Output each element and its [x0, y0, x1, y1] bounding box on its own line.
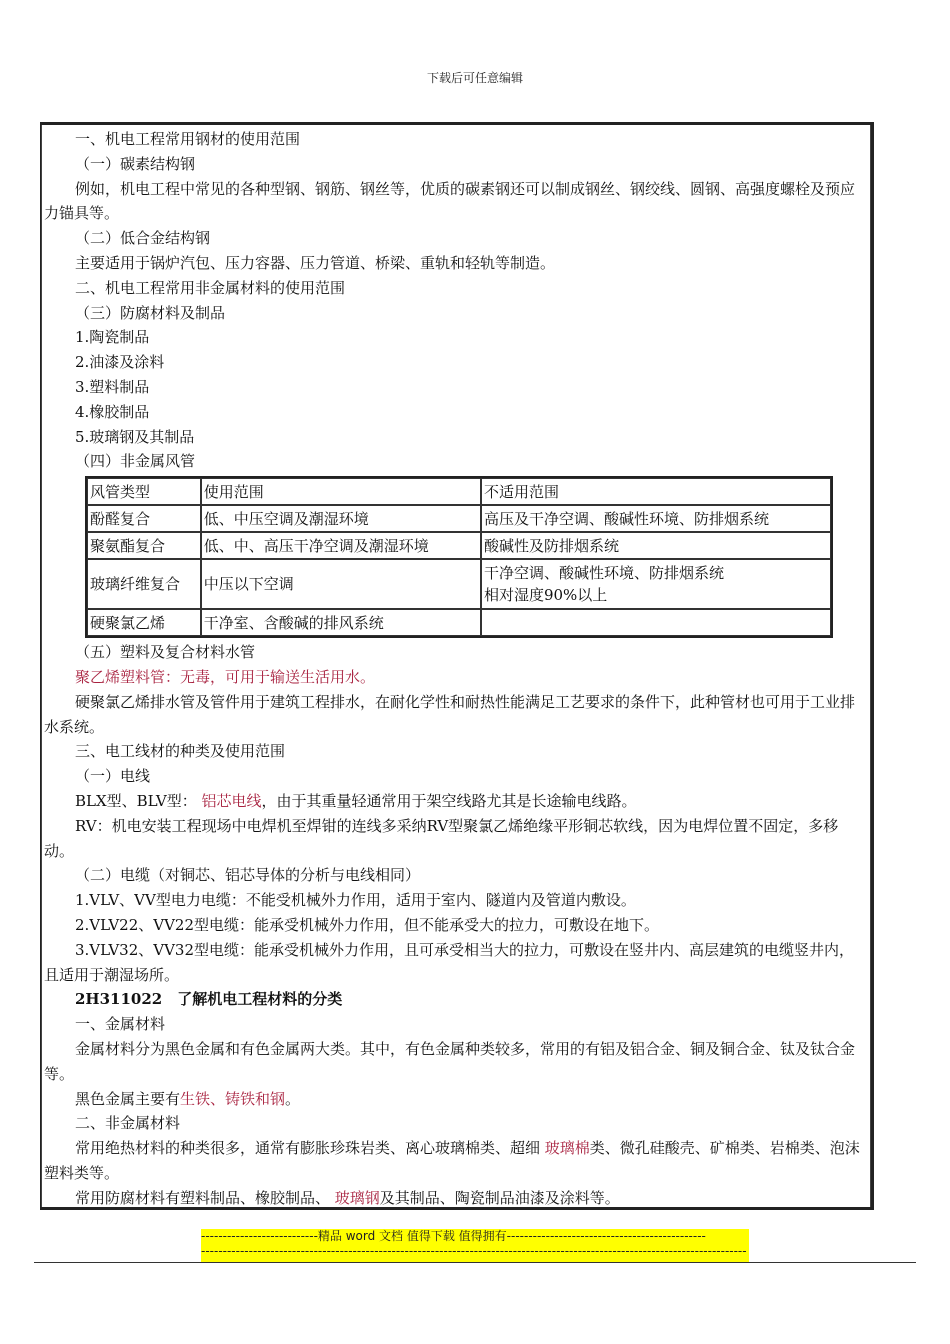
- paragraph-ferrous: [44, 1087, 866, 1112]
- subheading-pipes: （五）塑料及复合材料水管: [75, 643, 256, 662]
- section-code-heading: 2H311022 了解机电工程材料的分类: [75, 990, 343, 1009]
- table-row: [87, 505, 831, 532]
- section-heading-steel: 一、机电工程常用钢材的使用范围: [75, 130, 301, 148]
- section-heading-nonmetal: 二、机电工程常用非金属材料的使用范围: [75, 278, 346, 297]
- ferrous-prefix: 黑色金属主要有: [75, 1089, 181, 1108]
- frame-right-border: [871, 122, 874, 1210]
- footer-line-2: ------------------------------------------------------------------------------------------------------------------------------: [201, 1244, 747, 1258]
- ferrous-suffix: 。: [285, 1089, 301, 1108]
- bottom-rule: [34, 1262, 916, 1263]
- section-heading-wires: 三、电工线材的种类及使用范围: [75, 742, 286, 761]
- paragraph-anticorrosion: [44, 1186, 866, 1211]
- table-row: [87, 559, 831, 609]
- highlight-aluminum-wire: 铝芯电线: [201, 791, 262, 810]
- blx-prefix: BLX型、BLV型：: [75, 791, 197, 810]
- paragraph-insulation: [44, 1136, 866, 1186]
- subheading-carbon-steel: （一）碳素结构钢: [75, 154, 196, 173]
- highlight-pe-pipe: 聚乙烯塑料管：无毒，可用于输送生活用水。: [75, 667, 376, 686]
- table-cell: 干净室、含酸碱的排风系统: [201, 609, 481, 636]
- anticorr-prefix: 常用防腐材料有塑料制品、橡胶制品、: [75, 1188, 335, 1207]
- subheading-anticorrosion: （三）防腐材料及制品: [75, 303, 226, 322]
- highlight-ferrous: 生铁、铸铁和钢: [180, 1089, 286, 1108]
- table-header-cell: 风管类型: [87, 478, 201, 505]
- insulation-suffix: 类、微孔硅酸壳、矿棉类、岩棉类、泡沫塑料类等。: [44, 1139, 860, 1182]
- subheading-wire: （一）电线: [75, 767, 151, 786]
- frame-top-border: [40, 122, 874, 125]
- paragraph-rv: RV：机电安装工程现场中电焊机至焊钳的连线多采纳RV型聚氯乙烯绝缘平形铜芯软线，因为电焊位置不固定，多移动。: [44, 816, 839, 860]
- table-cell: 硬聚氯乙烯: [87, 609, 201, 636]
- subheading-low-alloy: （二）低合金结构钢: [75, 229, 211, 248]
- subheading-nonmetal-duct: （四）非金属风管: [75, 452, 196, 471]
- blx-suffix: ，由于其重量轻通常用于架空线路尤其是长途输电线路。: [261, 791, 637, 810]
- highlight-glass-wool: 玻璃棉: [544, 1139, 590, 1158]
- table-cell: 酚醛复合: [87, 505, 201, 532]
- table-cell: 低、中压空调及潮湿环境: [201, 505, 481, 532]
- list-item: 3.塑料制品: [75, 377, 150, 396]
- table-cell: 酸碱性及防排烟系统: [481, 532, 831, 559]
- table-cell: 高压及干净空调、酸碱性环境、防排烟系统: [481, 505, 831, 532]
- footer-line-1: ---------------------------精品 word 文档 值得下载 值得拥有----------------------------------------------: [201, 1229, 706, 1243]
- duct-table: [85, 476, 833, 638]
- list-item: 5.玻璃钢及其制品: [75, 427, 195, 446]
- document-body: [44, 127, 866, 1210]
- anticorr-suffix: 及其制品、陶瓷制品油漆及涂料等。: [379, 1188, 620, 1207]
- table-row: [87, 609, 831, 636]
- table-cell-multiline: [481, 559, 831, 609]
- table-cell: 玻璃纤维复合: [87, 559, 201, 609]
- table-cell: [481, 609, 831, 636]
- paragraph-pvc-pipe: 硬聚氯乙烯排水管及管件用于建筑工程排水，在耐化学性和耐热性能满足工艺要求的条件下，此种管材也可用于工业排水系统。: [44, 692, 856, 736]
- table-cell: 低、中、高压干净空调及潮湿环境: [201, 532, 481, 559]
- footer-banner: [201, 1229, 749, 1262]
- paragraph-carbon-steel: 例如，机电工程中常见的各种型钢、钢筋、钢丝等，优质的碳素钢还可以制成钢丝、钢绞线、圆钢、高强度螺栓及预应力锚具等。: [44, 179, 856, 223]
- paragraph-low-alloy: 主要适用于锅炉汽包、压力容器、压力管道、桥梁、重轨和轻轨等制造。: [75, 253, 556, 272]
- paragraph-metal: 金属材料分为黑色金属和有色金属两大类。其中，有色金属种类较多，常用的有铝及铝合金、铜及铜合金、钛及钛合金等。: [44, 1039, 856, 1083]
- paragraph-blx: [44, 789, 866, 814]
- table-cell-line: 干净空调、酸碱性环境、防排烟系统: [483, 564, 724, 583]
- cable-item-2: 2.VLV22、VV22型电缆：能承受机械外力作用，但不能承受大的拉力，可敷设在地下。: [75, 915, 659, 934]
- list-item: 4.橡胶制品: [75, 402, 150, 421]
- table-header-row: [87, 478, 831, 505]
- cable-item-1: 1.VLV、VV型电力电缆：不能受机械外力作用，适用于室内、隧道内及管道内敷设。: [75, 891, 636, 910]
- subheading-metal: 一、金属材料: [75, 1015, 166, 1034]
- subheading-nonmetal-materials: 二、非金属材料: [75, 1114, 181, 1133]
- insulation-prefix: 常用绝热材料的种类很多，通常有膨胀珍珠岩类、离心玻璃棉类、超细: [75, 1139, 545, 1158]
- header-note: 下载后可任意编辑: [426, 71, 523, 85]
- table-header-cell: 使用范围: [201, 478, 481, 505]
- list-item: 1.陶瓷制品: [75, 328, 150, 347]
- highlight-frp: 玻璃钢: [334, 1188, 380, 1207]
- list-item: 2.油漆及涂料: [75, 353, 165, 372]
- table-cell: 中压以下空调: [201, 559, 481, 609]
- table-cell-line: 相对湿度90%以上: [483, 586, 608, 605]
- table-cell: 聚氨酯复合: [87, 532, 201, 559]
- table-header-cell: 不适用范围: [481, 478, 831, 505]
- cable-item-3: 3.VLV32、VV32型电缆：能承受机械外力作用，且可承受相当大的拉力，可敷设在竖井内、高层建筑的电缆竖井内，且适用于潮湿场所。: [44, 940, 855, 984]
- subheading-cable: （二）电缆（对铜芯、铝芯导体的分析与电线相同）: [75, 866, 421, 885]
- table-row: [87, 532, 831, 559]
